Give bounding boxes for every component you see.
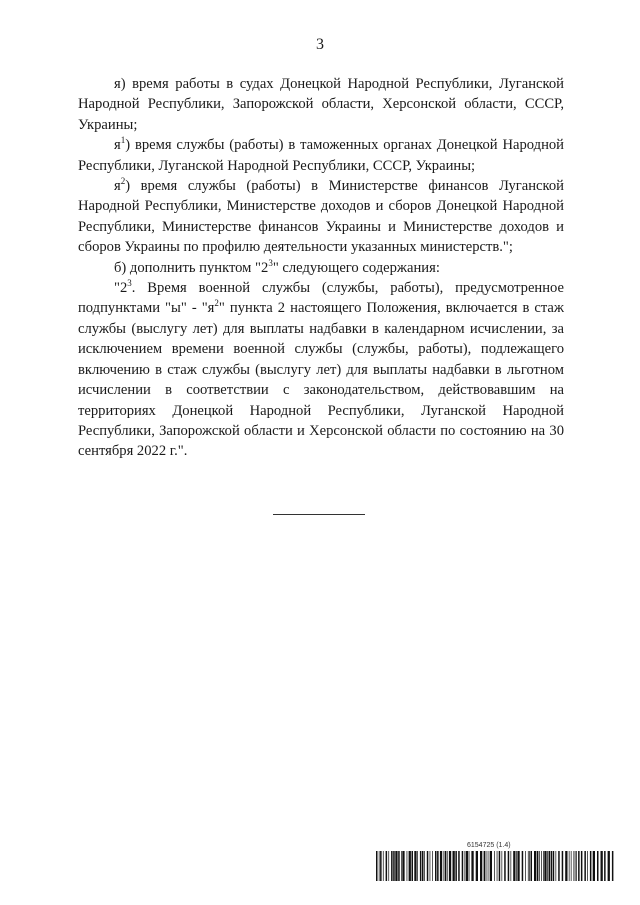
barcode-bar (525, 851, 526, 881)
barcode-bar (584, 851, 586, 881)
barcode-bar (380, 851, 382, 881)
barcode-bar (569, 851, 570, 881)
barcode-bar (494, 851, 495, 881)
paragraph-b: б) дополнить пунктом "$2^3$" следующего содержания: (114, 257, 440, 276)
barcode-bar (516, 851, 517, 881)
paragraph-ya1: $я^1$) время службы (работы) в таможенных органах Донецкой Народной Республики, Луганской Народной Республики, СССР, Украины; (78, 135, 564, 174)
barcode-bar (553, 851, 555, 881)
barcode-bar (534, 851, 536, 881)
barcode-bar (490, 851, 492, 881)
barcode-bar (422, 851, 424, 881)
barcode-bar (522, 851, 524, 881)
barcode-bar (513, 851, 515, 881)
barcode-bar (549, 851, 551, 881)
barcode-bar (587, 851, 588, 881)
paragraph-ya2: $я^2$) время службы (работы) в Министерстве финансов Луганской Народной Республики, Министерстве доходов и сборов Донецкой Народной Республики, Министерстве финансов Украины и Министерстве доходов и сборов Украины по профилю деятельности указанных министерств."; (78, 176, 564, 256)
barcode-bar (528, 851, 529, 881)
barcode-bar (469, 851, 470, 881)
barcode-bar (590, 851, 592, 881)
barcode-bar (447, 851, 448, 881)
barcode-bar (508, 851, 510, 881)
barcode (376, 851, 616, 881)
barcode-bar (575, 851, 576, 881)
barcode-bar (466, 851, 468, 881)
barcode-bar (531, 851, 533, 881)
barcode-bar (444, 851, 445, 881)
barcode-bar (386, 851, 388, 881)
barcode-bar (556, 851, 557, 881)
barcode-bar (484, 851, 486, 881)
barcode-bar (488, 851, 489, 881)
barcode-bar (417, 851, 418, 881)
barcode-bar (593, 851, 595, 881)
paragraph-ya: я) время работы в судах Донецкой Народной Республики, Луганской Народной Республики, Запорожской области, Херсонской области, СССР, Украины; (78, 76, 564, 133)
barcode-bar (537, 851, 539, 881)
barcode-bar (395, 851, 397, 881)
barcode-bar (551, 851, 553, 881)
barcode-bar (379, 851, 380, 881)
barcode-bar (517, 851, 519, 881)
barcode-bar (453, 851, 455, 881)
barcode-bar (458, 851, 460, 881)
barcode-bar (543, 851, 544, 881)
barcode-bar (499, 851, 501, 881)
barcode-bar (486, 851, 487, 881)
barcode-bar (388, 851, 389, 881)
barcode-bar (574, 851, 575, 881)
barcode-bar (414, 851, 416, 881)
barcode-bar (571, 851, 572, 881)
barcode-bar (576, 851, 577, 881)
barcode-bar (420, 851, 422, 881)
barcode-bar (539, 851, 540, 881)
barcode-bar (407, 851, 408, 881)
document-body (78, 74, 564, 462)
separator-line (273, 514, 365, 515)
barcode-bar (558, 851, 560, 881)
barcode-bar (409, 851, 411, 881)
barcode-bar (497, 851, 498, 881)
page-number: 3 (316, 36, 324, 53)
barcode-bar (476, 851, 478, 881)
barcode-bar (511, 851, 512, 881)
barcode-bar (401, 851, 402, 881)
barcode-bar (565, 851, 567, 881)
barcode-bar (480, 851, 482, 881)
barcode-bar (427, 851, 429, 881)
barcode-bar (541, 851, 542, 881)
barcode-bar (437, 851, 439, 881)
barcode-bar (393, 851, 395, 881)
barcode-bar (435, 851, 437, 881)
barcode-bar (383, 851, 384, 881)
paragraph-2-3: "$2^3$. Время военной службы (службы, работы), предусмотренное подпунктами "ы" - "$я^2$" пункта 2 настоящего Положения, включается в стаж службы (выслугу лет) для выплаты надбавки в календарном исчислении, за исключением времени военной службы (службы, работы), подлежащего включению в стаж службы (выслугу лет) для выплаты надбавки в льготном исчислении в соответствии с законодательством, действовавшим на территориях Донецкой Народной Республики, Луганской Народной Республики, Запорожской области и Херсонской области по состоянию на 30 сентября 2022 г.". (78, 278, 564, 460)
barcode-bar (578, 851, 580, 881)
barcode-bar (455, 851, 457, 881)
barcode-bar (462, 851, 464, 881)
barcode-bar (391, 851, 393, 881)
barcode-bar (402, 851, 404, 881)
barcode-bar (612, 851, 614, 881)
barcode-bar (471, 851, 473, 881)
barcode-bar (440, 851, 442, 881)
barcode-bar (465, 851, 466, 881)
barcode-bar (547, 851, 548, 881)
barcode-bar (604, 851, 606, 881)
barcode-bar (562, 851, 564, 881)
barcode-bar (424, 851, 425, 881)
barcode-bar (529, 851, 530, 881)
barcode-bar (449, 851, 451, 881)
barcode-bar (581, 851, 583, 881)
barcode-bar (608, 851, 610, 881)
barcode-bar (504, 851, 506, 881)
barcode-bar (445, 851, 447, 881)
document-code: 6154725 (1.4) (467, 842, 511, 849)
barcode-bar (544, 851, 546, 881)
barcode-bar (430, 851, 431, 881)
barcode-bar (597, 851, 599, 881)
barcode-bar (398, 851, 400, 881)
barcode-bar (502, 851, 503, 881)
barcode-bar (601, 851, 603, 881)
barcode-bar (412, 851, 414, 881)
barcode-bar (432, 851, 433, 881)
barcode-bar (376, 851, 378, 881)
